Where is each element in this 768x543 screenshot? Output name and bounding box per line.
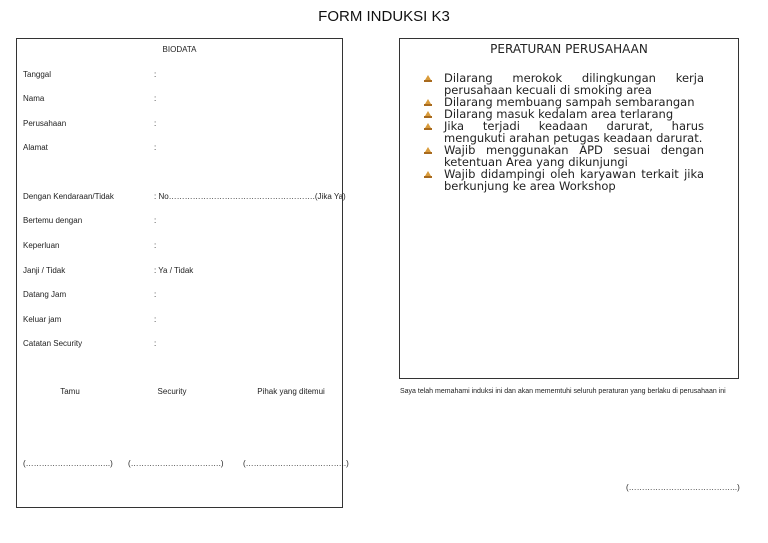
bullet-icon [424,122,432,130]
field-value-datang: : [154,290,157,299]
bullet-icon [424,98,432,106]
field-label-alamat: Alamat [23,143,48,152]
field-value-janji: : Ya / Tidak [154,266,194,275]
signature-line-tamu: (…………………………..) [23,459,113,468]
biodata-header: BIODATA [162,45,197,54]
field-label-nama: Nama [23,94,45,103]
rule-text: Jika terjadi keadaan darurat, harus mengukuti arahan petugas keadaan darurat. [444,119,704,145]
bullet-icon [424,146,432,154]
guest-signature-line: (…………………………………..) [626,483,740,492]
field-label-catatan: Catatan Security [23,339,83,348]
signature-label-pihak: Pihak yang ditemui [257,387,325,396]
field-label-janji: Janji / Tidak [23,266,66,275]
rule-item [422,144,704,168]
field-value-nama: : [154,94,157,103]
form-title: FORM INDUKSI K3 [318,8,450,25]
rule-item [422,120,704,144]
field-value-alamat: : [154,143,157,152]
field-value-keperluan: : [154,241,157,250]
rule-text: Wajib menggunakan APD sesuai dengan ketentuan Area yang dikunjungi [444,143,704,169]
signature-line-pihak: (………………………………..) [243,459,349,468]
field-value-catatan: : [154,339,157,348]
bullet-icon [424,110,432,118]
rules-panel [399,38,739,379]
bullet-icon [424,170,432,178]
field-value-kendaraan: : No……………………………………………….(Jika Ya) [154,192,346,201]
rule-text: Wajib didampingi oleh karyawan terkait jika berkunjung ke area Workshop [444,167,704,193]
field-value-bertemu: : [154,216,157,225]
rule-item [422,168,704,192]
field-value-perusahaan: : [154,119,157,128]
field-label-tanggal: Tanggal [23,70,52,79]
rule-text: Dilarang merokok dilingkungan kerja perusahaan kecuali di smoking area [444,71,704,97]
field-label-perusahaan: Perusahaan [23,119,67,128]
rule-text: Dilarang masuk kedalam area terlarang [444,107,674,121]
rules-title: PERATURAN PERUSAHAAN [490,42,648,56]
signature-label-security: Security [157,387,187,396]
signature-line-security: (…………………………….) [128,459,224,468]
bullet-icon [424,74,432,82]
field-label-keperluan: Keperluan [23,241,60,250]
field-value-keluar: : [154,315,157,324]
rule-text: Dilarang membuang sampah sembarangan [444,95,695,109]
field-label-kendaraan: Dengan Kendaraan/Tidak [23,192,114,201]
statement-text: Saya telah memahami induksi ini dan akan mememtuhi seluruh peraturan yang berlaku di perusahaan ini [400,388,726,395]
rule-item [422,72,704,96]
field-label-keluar: Keluar jam [23,315,62,324]
field-value-tanggal: : [154,70,157,79]
signature-label-tamu: Tamu [60,387,80,396]
field-label-datang: Datang Jam [23,290,67,299]
biodata-panel [16,38,349,508]
rules-list [422,72,704,192]
field-label-bertemu: Bertemu dengan [23,216,83,225]
